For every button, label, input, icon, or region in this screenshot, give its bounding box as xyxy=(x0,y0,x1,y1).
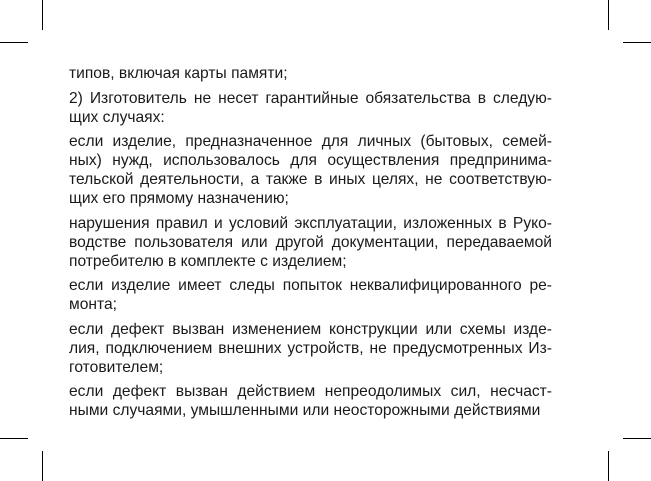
paragraph-rules-violation: нарушения правил и условий эксплуатации, изложенных в Руко-водстве пользователя или другой документации, передаваемой потребителю в комплекте с изделием; xyxy=(69,214,552,270)
paragraph-business-use: если изделие, предназначенное для личных (бытовых, семей-ных) нужд, использовалось для осуществления предпринима-тельской деятельности, а также в иных целях, не соответствую-щих его прямому назначению; xyxy=(69,133,552,207)
crop-mark-top-left-horizontal xyxy=(0,42,28,43)
crop-mark-bottom-left-horizontal xyxy=(0,438,28,439)
paragraph-warranty-exclusions: 2) Изготовитель не несет гарантийные обязательства в следую-щих случаях: xyxy=(69,89,552,126)
paragraph-memory-cards: типов, включая карты памяти; xyxy=(69,65,288,82)
document-body xyxy=(69,64,552,426)
paragraph-force-majeure: если дефект вызван действием непреодолимых сил, несчаст-ными случаями, умышленными или неосторожными действиями xyxy=(69,383,552,419)
paragraph-design-modification: если дефект вызван изменением конструкции или схемы изде-лия, подключением внешних устройств, не предусмотренных Из-готовителем; xyxy=(69,320,552,376)
crop-mark-bottom-right-vertical xyxy=(608,451,609,481)
crop-mark-bottom-right-horizontal xyxy=(623,438,651,439)
crop-mark-top-right-vertical xyxy=(608,0,609,30)
crop-mark-top-left-vertical xyxy=(42,0,43,30)
paragraph-unqualified-repair: если изделие имеет следы попыток неквалифицированного ре-монта; xyxy=(69,277,552,313)
crop-mark-bottom-left-vertical xyxy=(42,451,43,481)
crop-mark-top-right-horizontal xyxy=(623,42,651,43)
